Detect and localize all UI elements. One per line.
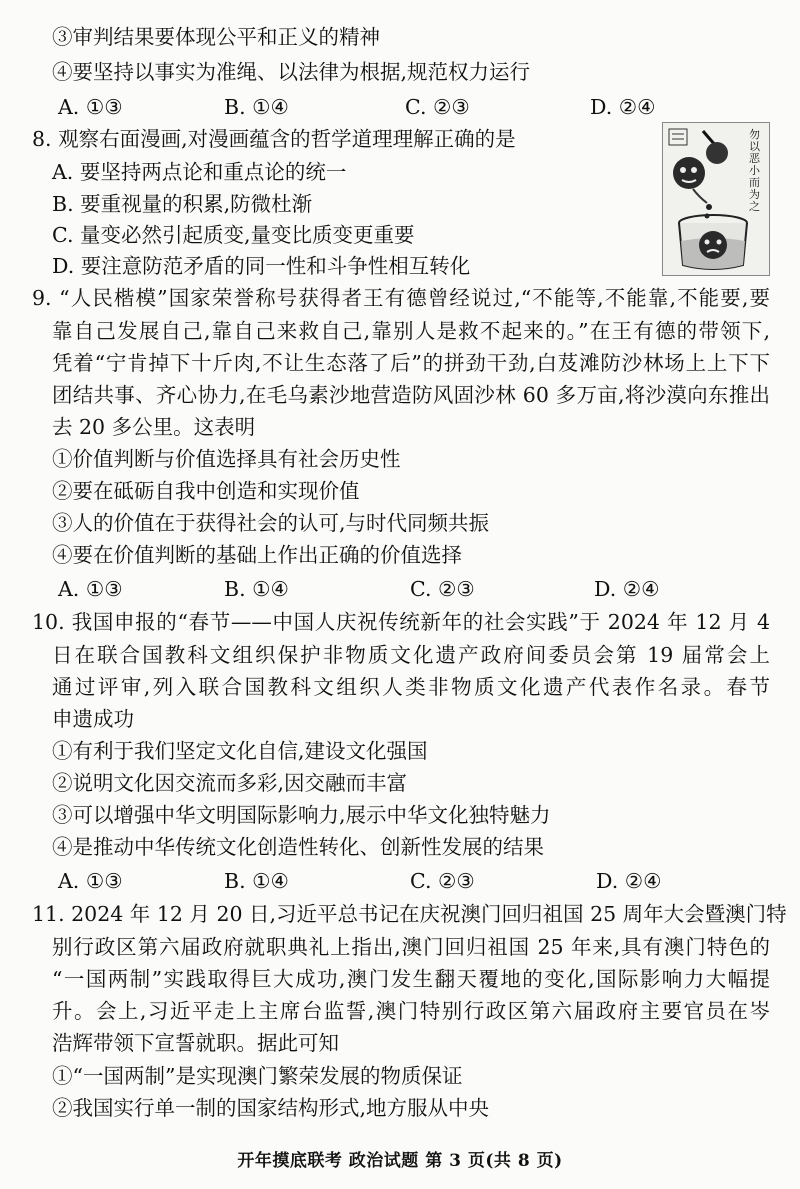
cartoon-caption: 勿以恶小而为之	[749, 128, 760, 213]
option-c: C. ②③	[405, 95, 470, 119]
q9-options	[58, 574, 758, 604]
q8-option-c: C. 量变必然引起质变,量变比质变更重要	[52, 223, 415, 247]
q11-stem-line-5: 浩辉带领下宣誓就职。据此可知	[52, 1031, 339, 1055]
q10-item-1: ①有利于我们坚定文化自信,建设文化强国	[52, 739, 428, 763]
q9-stem-line-3: 凭着“宁肯掉下十斤肉,不让生态落了后”的拼劲干劲,白芨滩防沙林场上上下下	[52, 351, 770, 375]
prev-question-item-3: ③审判结果要体现公平和正义的精神	[52, 25, 380, 49]
q11-stem-line-2: 别行政区第六届政府就职典礼上指出,澳门回归祖国 25 年来,具有澳门特色的	[52, 935, 770, 959]
q10-stem-line-3: 通过评审,列入联合国教科文组织人类非物质文化遗产代表作名录。春节	[52, 675, 770, 699]
q8-cartoon	[662, 122, 770, 276]
prev-question-item-4: ④要坚持以事实为准绳、以法律为根据,规范权力运行	[52, 60, 531, 84]
option-a: A. ①③	[58, 95, 123, 119]
q9-item-1: ①价值判断与价值选择具有社会历史性	[52, 447, 401, 471]
option-d: D. ②④	[590, 95, 656, 119]
q10-stem-line-4: 申遗成功	[52, 707, 134, 731]
q11-item-1: ①“一国两制”是实现澳门繁荣发展的物质保证	[52, 1064, 463, 1088]
q8-option-b: B. 要重视量的积累,防微杜渐	[52, 192, 313, 216]
q10-options	[58, 866, 758, 896]
q10-item-2: ②说明文化因交流而多彩,因交融而丰富	[52, 771, 408, 795]
prev-question-options	[58, 92, 758, 122]
q8-option-a: A. 要坚持两点论和重点论的统一	[52, 160, 347, 184]
q10-option-b: B. ①④	[224, 869, 289, 893]
q10-option-a: A. ①③	[58, 869, 123, 893]
q10-stem-line-1: 10. 我国申报的“春节——中国人庆祝传统新年的社会实践”于 2024 年 12 月 4	[32, 610, 770, 634]
q9-option-c: C. ②③	[410, 577, 475, 601]
q10-item-3: ③可以增强中华文明国际影响力,展示中华文化独特魅力	[52, 803, 551, 827]
q10-option-d: D. ②④	[596, 869, 662, 893]
q9-item-2: ②要在砥砺自我中创造和实现价值	[52, 479, 360, 503]
q11-stem-line-3: “一国两制”实践取得巨大成功,澳门发生翻天覆地的变化,国际影响力大幅提	[52, 967, 770, 991]
q9-item-4: ④要在价值判断的基础上作出正确的价值选择	[52, 543, 462, 567]
q11-stem-line-1: 11. 2024 年 12 月 20 日,习近平总书记在庆祝澳门回归祖国 25 周年大会暨澳门特	[32, 902, 787, 926]
q9-stem-line-4: 团结共事、齐心协力,在毛乌素沙地营造防风固沙林 60 多万亩,将沙漠向东推出	[52, 383, 770, 407]
q11-stem-line-4: 升。会上,习近平走上主席台监誓,澳门特别行政区第六届政府主要官员在岑	[52, 999, 770, 1023]
q9-item-3: ③人的价值在于获得社会的认可,与时代同频共振	[52, 511, 490, 535]
q9-stem-line-2: 靠自己发展自己,靠自己来救自己,靠别人是救不起来的。”在王有德的带领下,	[52, 319, 770, 343]
q9-option-d: D. ②④	[594, 577, 660, 601]
q9-option-b: B. ①④	[224, 577, 289, 601]
option-b: B. ①④	[224, 95, 289, 119]
page-footer: 开年摸底联考 政治试题 第 3 页(共 8 页)	[237, 1151, 563, 1171]
q10-option-c: C. ②③	[410, 869, 475, 893]
q11-item-2: ②我国实行单一制的国家结构形式,地方服从中央	[52, 1096, 490, 1120]
q10-stem-line-2: 日在联合国教科文组织保护非物质文化遗产政府间委员会第 19 届常会上	[52, 643, 770, 667]
q10-item-4: ④是推动中华传统文化创造性转化、创新性发展的结果	[52, 835, 544, 859]
q8-option-d: D. 要注意防范矛盾的同一性和斗争性相互转化	[52, 254, 471, 278]
q9-stem-line-1: 9. “人民楷模”国家荣誉称号获得者王有德曾经说过,“不能等,不能靠,不能要,要	[32, 286, 770, 310]
q9-stem-line-5: 去 20 多公里。这表明	[52, 415, 256, 439]
q9-option-a: A. ①③	[58, 577, 123, 601]
q8-stem: 8. 观察右面漫画,对漫画蕴含的哲学道理理解正确的是	[32, 127, 516, 151]
